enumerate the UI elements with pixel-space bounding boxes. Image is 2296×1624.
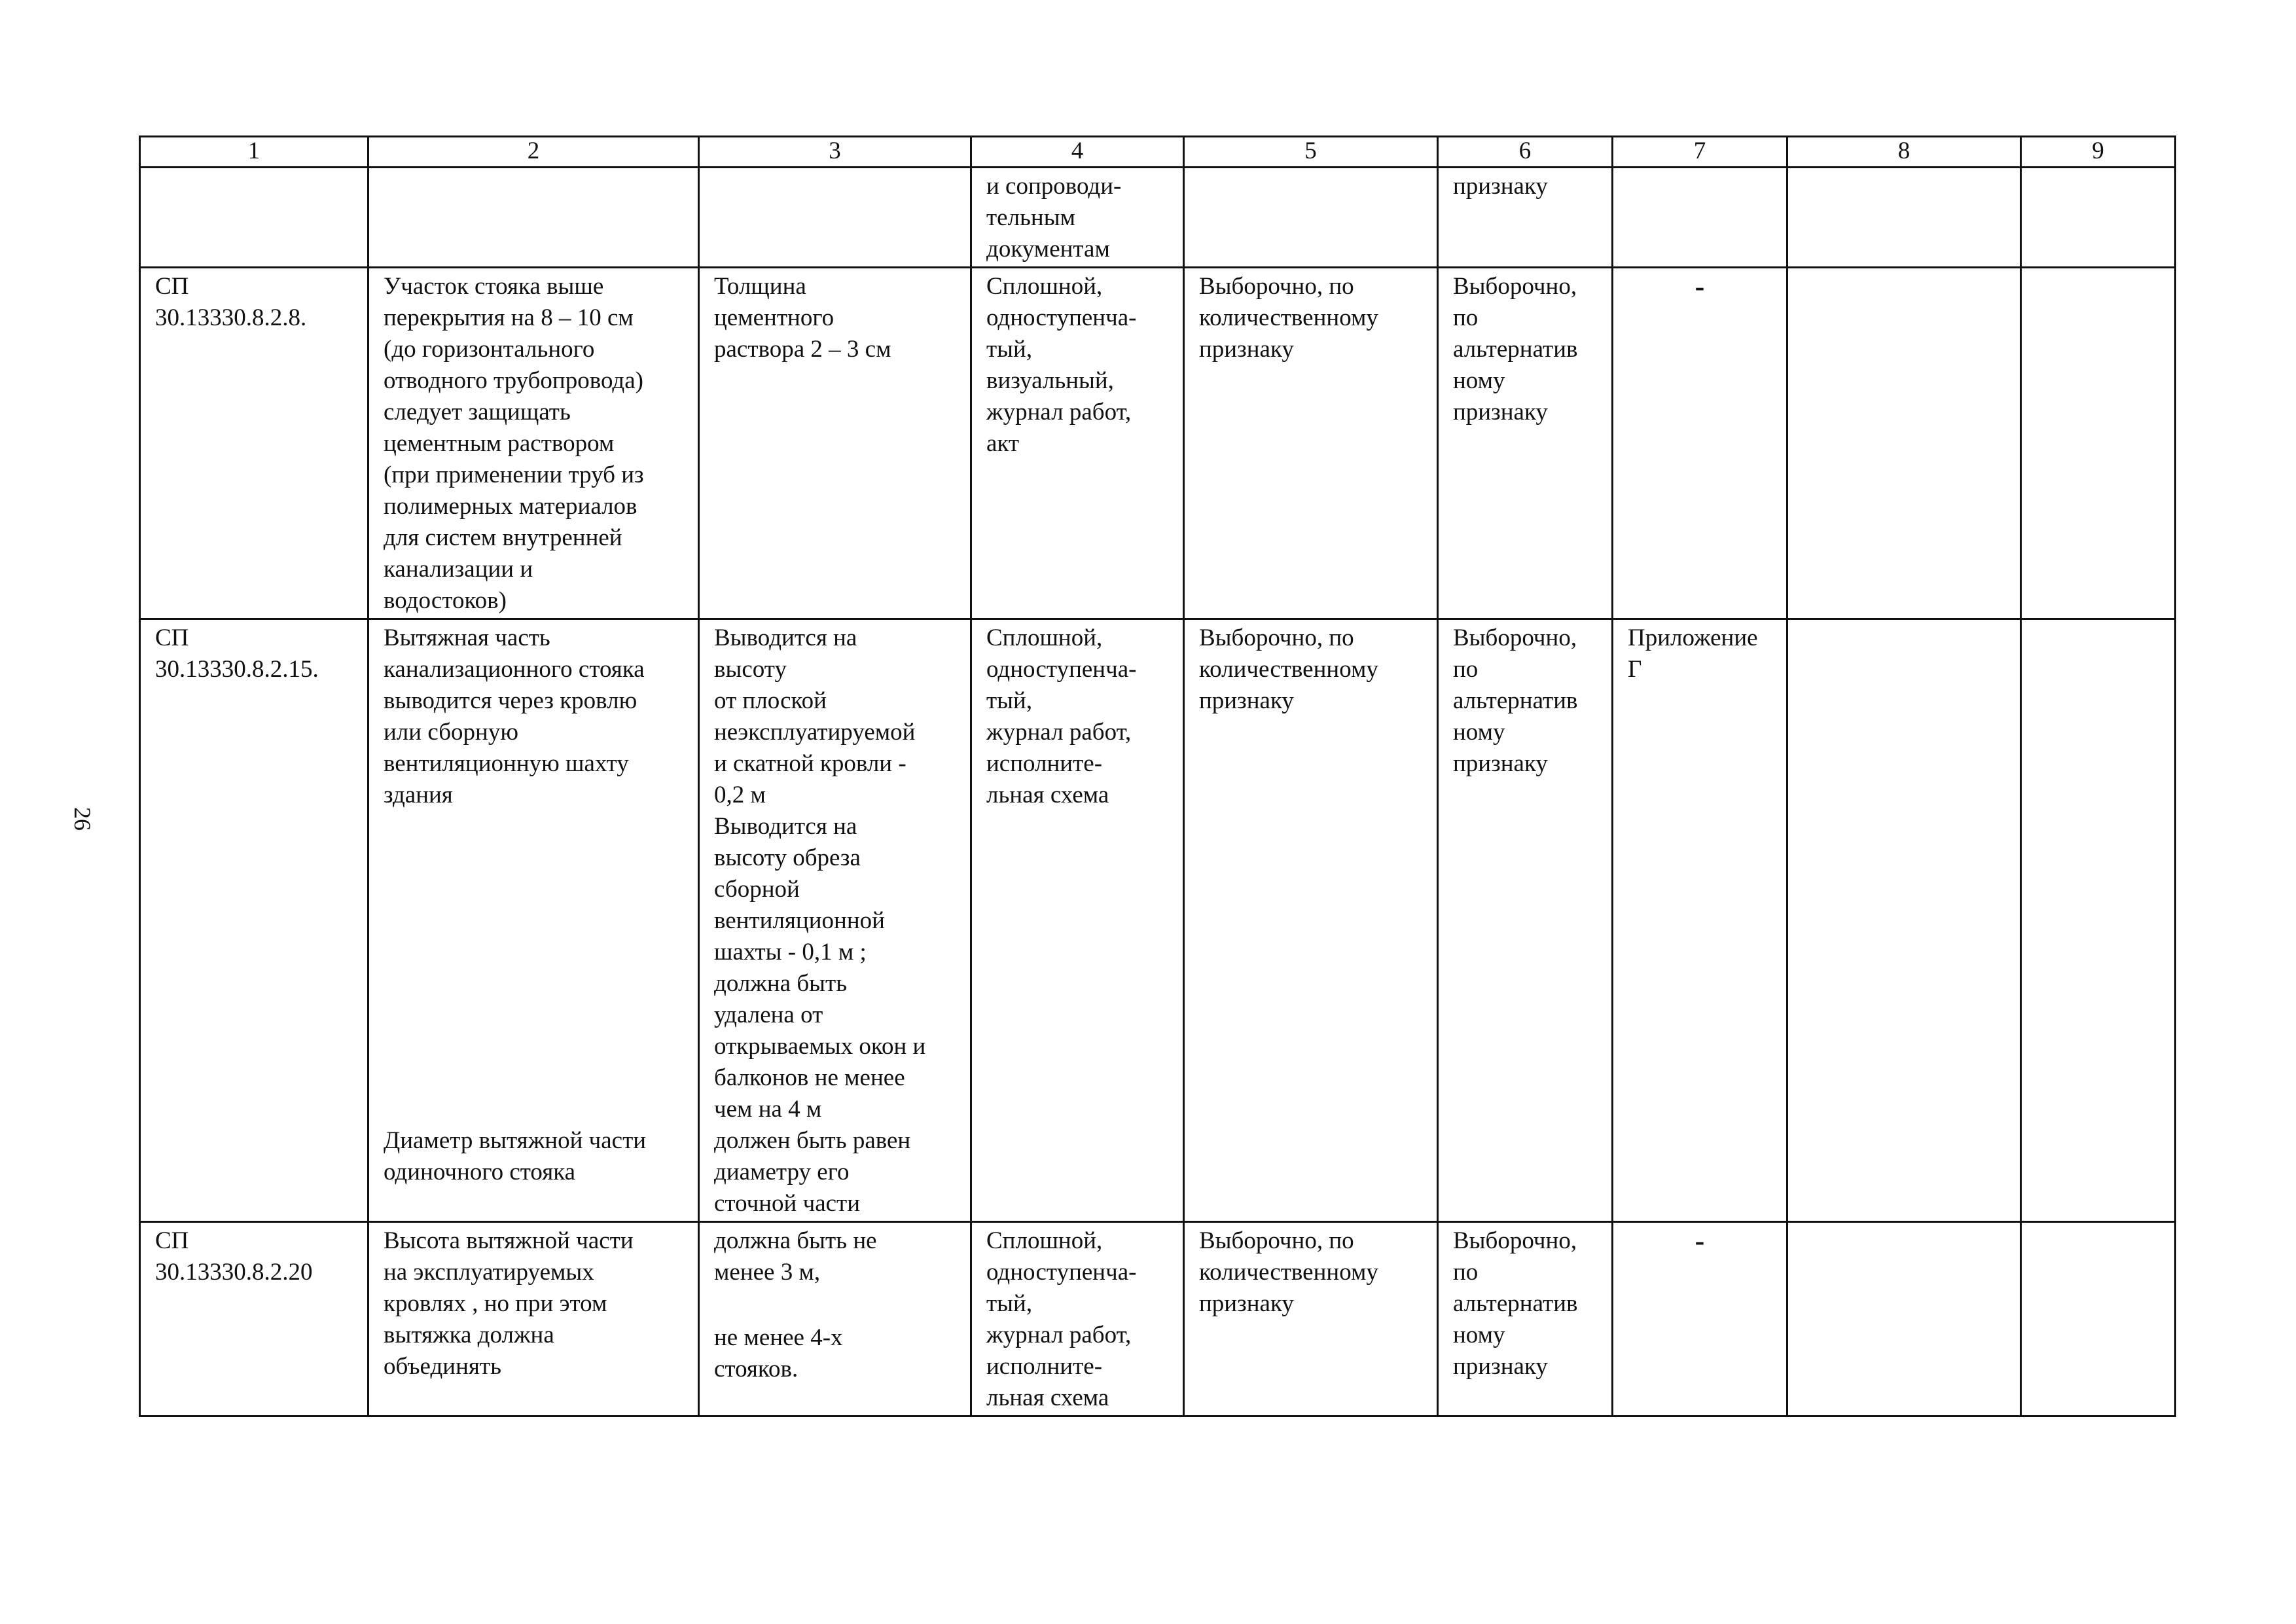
cell-requirement xyxy=(368,168,699,268)
cell-line: признаку xyxy=(1453,173,1548,200)
cell-control-method xyxy=(971,268,1184,619)
requirements-table xyxy=(139,135,2176,1417)
cell-line: 0,2 м xyxy=(714,782,766,808)
cell-line: количественному xyxy=(1199,1259,1378,1286)
dash-mark: - xyxy=(1695,270,1705,302)
cell-line: журнал работ, xyxy=(986,719,1132,746)
cell-requirement xyxy=(368,619,699,1222)
column-header: 5 xyxy=(1184,137,1438,168)
cell-line: водостоков) xyxy=(384,587,507,614)
cell-acceptance xyxy=(1438,168,1613,268)
cell-line: высоту xyxy=(714,656,787,683)
cell-line: одиночного стояка xyxy=(384,1159,576,1185)
cell-line: документам xyxy=(986,236,1110,262)
cell-line: количественному xyxy=(1199,656,1378,683)
cell-line: чем на 4 м xyxy=(714,1096,822,1123)
cell-line: Выборочно, по xyxy=(1199,624,1354,651)
cell-line: от плоской xyxy=(714,687,827,714)
cell-line: по xyxy=(1453,1259,1479,1286)
cell-line: признаку xyxy=(1453,1353,1548,1380)
cell-norm xyxy=(140,1222,368,1416)
cell-sampling xyxy=(1184,168,1438,268)
cell-line: для систем внутренней xyxy=(384,524,622,551)
cell-line: вентиляционную шахту xyxy=(384,750,629,777)
cell-reference xyxy=(1613,168,1787,268)
cell-line: объединять xyxy=(384,1353,501,1380)
cell-reference xyxy=(1613,268,1787,619)
cell-line: журнал работ, xyxy=(986,399,1132,425)
table-row xyxy=(140,168,2176,268)
dash-mark: - xyxy=(1695,1225,1705,1257)
cell-line: удалена от xyxy=(714,1001,823,1028)
cell-requirement xyxy=(368,268,699,619)
column-header: 8 xyxy=(1787,137,2021,168)
cell-control-method xyxy=(971,1222,1184,1416)
column-header: 2 xyxy=(368,137,699,168)
cell-line: Высота вытяжной части xyxy=(384,1227,634,1254)
cell-line: Толщина xyxy=(714,273,806,300)
cell-line: Сплошной, xyxy=(986,273,1103,300)
cell-line: должен быть равен xyxy=(714,1127,911,1154)
cell-line: одноступенча- xyxy=(986,1259,1137,1286)
table-row xyxy=(140,619,2176,1222)
cell-acceptance xyxy=(1438,619,1613,1222)
cell-line: Сплошной, xyxy=(986,1227,1103,1254)
cell-line: стояков. xyxy=(714,1356,798,1382)
cell-line: тый, xyxy=(986,687,1033,714)
cell-line: Диаметр вытяжной части xyxy=(384,1127,647,1154)
column-header: 7 xyxy=(1613,137,1787,168)
cell-line: или сборную xyxy=(384,719,518,746)
cell-line: визуальный, xyxy=(986,367,1114,394)
table-row xyxy=(140,1222,2176,1416)
cell-col8 xyxy=(1787,619,2021,1222)
cell-line: исполните- xyxy=(986,1353,1103,1380)
cell-requirement xyxy=(368,1222,699,1416)
cell-line: вентиляционной xyxy=(714,907,885,934)
column-header: 1 xyxy=(140,137,368,168)
cell-norm xyxy=(140,168,368,268)
cell-line: Выборочно, xyxy=(1453,1227,1577,1254)
cell-col9 xyxy=(2021,268,2176,619)
cell-line: признаку xyxy=(1199,1290,1294,1317)
cell-line: менее 3 м, xyxy=(714,1259,821,1286)
cell-col9 xyxy=(2021,1222,2176,1416)
cell-reference xyxy=(1613,619,1787,1222)
cell-line: тый, xyxy=(986,1290,1033,1317)
cell-line: вытяжка должна xyxy=(384,1322,554,1348)
cell-tolerance xyxy=(699,619,971,1222)
header-row xyxy=(140,137,2176,168)
cell-line: Выводится на xyxy=(714,624,857,651)
cell-line: Приложение Г xyxy=(1628,624,1758,683)
cell-line: открываемых окон и xyxy=(714,1033,926,1060)
spacer xyxy=(384,811,683,1125)
cell-line: альтернатив xyxy=(1453,1290,1578,1317)
cell-line: и скатной кровли - xyxy=(714,750,906,777)
cell-line: балконов не менее xyxy=(714,1064,905,1091)
cell-line: Участок стояка выше xyxy=(384,273,604,300)
cell-line: Выборочно, по xyxy=(1199,273,1354,300)
cell-line: должна быть не xyxy=(714,1227,877,1254)
cell-line: не менее 4-х xyxy=(714,1324,843,1351)
cell-line: одноступенча- xyxy=(986,304,1137,331)
cell-acceptance xyxy=(1438,1222,1613,1416)
cell-line: перекрытия на 8 – 10 см xyxy=(384,304,634,331)
cell-line: альтернатив xyxy=(1453,336,1578,363)
cell-line: ному xyxy=(1453,719,1505,746)
cell-line: (до горизонтального xyxy=(384,336,595,363)
cell-line: Вытяжная часть xyxy=(384,624,550,651)
cell-line: льная схема xyxy=(986,1384,1109,1411)
cell-line: Выборочно, по xyxy=(1199,1227,1354,1254)
cell-line: канализации и xyxy=(384,556,533,583)
cell-line: 30.13330.8.2.20 xyxy=(155,1259,313,1286)
cell-line: акт xyxy=(986,430,1020,457)
cell-col9 xyxy=(2021,168,2176,268)
column-header: 3 xyxy=(699,137,971,168)
cell-line: Выборочно, xyxy=(1453,273,1577,300)
cell-line: признаку xyxy=(1199,336,1294,363)
cell-line: сточной части xyxy=(714,1190,861,1217)
column-header: 9 xyxy=(2021,137,2176,168)
cell-line: признаку xyxy=(1199,687,1294,714)
cell-line: СП xyxy=(155,1227,189,1254)
cell-line: ному xyxy=(1453,1322,1505,1348)
cell-line: альтернатив xyxy=(1453,687,1578,714)
table-row xyxy=(140,268,2176,619)
cell-line: признаку xyxy=(1453,399,1548,425)
cell-line: на эксплуатируемых xyxy=(384,1259,594,1286)
cell-line: льная схема xyxy=(986,782,1109,808)
cell-tolerance xyxy=(699,1222,971,1416)
cell-acceptance xyxy=(1438,268,1613,619)
cell-line: неэксплуатируемой xyxy=(714,719,916,746)
cell-sampling xyxy=(1184,268,1438,619)
cell-line: СП xyxy=(155,624,189,651)
cell-line: 30.13330.8.2.15. xyxy=(155,656,319,683)
cell-line: полимерных материалов xyxy=(384,493,637,520)
cell-line: сборной xyxy=(714,876,800,903)
cell-col8 xyxy=(1787,1222,2021,1416)
spacer xyxy=(714,1288,956,1322)
cell-tolerance xyxy=(699,168,971,268)
cell-line: тый, xyxy=(986,336,1033,363)
cell-line: одноступенча- xyxy=(986,656,1137,683)
cell-line: здания xyxy=(384,782,453,808)
cell-norm xyxy=(140,619,368,1222)
cell-line: Выводится на xyxy=(714,813,857,840)
cell-line: СП xyxy=(155,273,189,300)
cell-line: цементным раствором xyxy=(384,430,615,457)
cell-line: кровлях , но при этом xyxy=(384,1290,607,1317)
cell-sampling xyxy=(1184,619,1438,1222)
cell-line: по xyxy=(1453,656,1479,683)
column-header: 4 xyxy=(971,137,1184,168)
cell-line: Сплошной, xyxy=(986,624,1103,651)
cell-line: и сопроводи- xyxy=(986,173,1122,200)
cell-reference xyxy=(1613,1222,1787,1416)
cell-line: тельным xyxy=(986,204,1076,231)
cell-sampling xyxy=(1184,1222,1438,1416)
cell-col8 xyxy=(1787,168,2021,268)
cell-line: раствора 2 – 3 см xyxy=(714,336,891,363)
cell-line: выводится через кровлю xyxy=(384,687,637,714)
cell-line: исполните- xyxy=(986,750,1103,777)
cell-line: высоту обреза xyxy=(714,844,861,871)
cell-col8 xyxy=(1787,268,2021,619)
cell-norm xyxy=(140,268,368,619)
cell-line: должна быть xyxy=(714,970,848,997)
cell-line: шахты - 0,1 м ; xyxy=(714,939,867,965)
cell-line: канализационного стояка xyxy=(384,656,645,683)
cell-line: признаку xyxy=(1453,750,1548,777)
page-number: 26 xyxy=(69,807,96,831)
cell-line: журнал работ, xyxy=(986,1322,1132,1348)
cell-line: диаметру его xyxy=(714,1159,850,1185)
cell-control-method xyxy=(971,168,1184,268)
cell-line: цементного xyxy=(714,304,834,331)
cell-line: количественному xyxy=(1199,304,1378,331)
cell-line: Выборочно, xyxy=(1453,624,1577,651)
cell-tolerance xyxy=(699,268,971,619)
cell-line: 30.13330.8.2.8. xyxy=(155,304,307,331)
cell-col9 xyxy=(2021,619,2176,1222)
cell-line: отводного трубопровода) xyxy=(384,367,643,394)
cell-line: (при применении труб из xyxy=(384,461,644,488)
column-header: 6 xyxy=(1438,137,1613,168)
cell-line: ному xyxy=(1453,367,1505,394)
cell-line: следует защищать xyxy=(384,399,571,425)
cell-control-method xyxy=(971,619,1184,1222)
cell-line: по xyxy=(1453,304,1479,331)
